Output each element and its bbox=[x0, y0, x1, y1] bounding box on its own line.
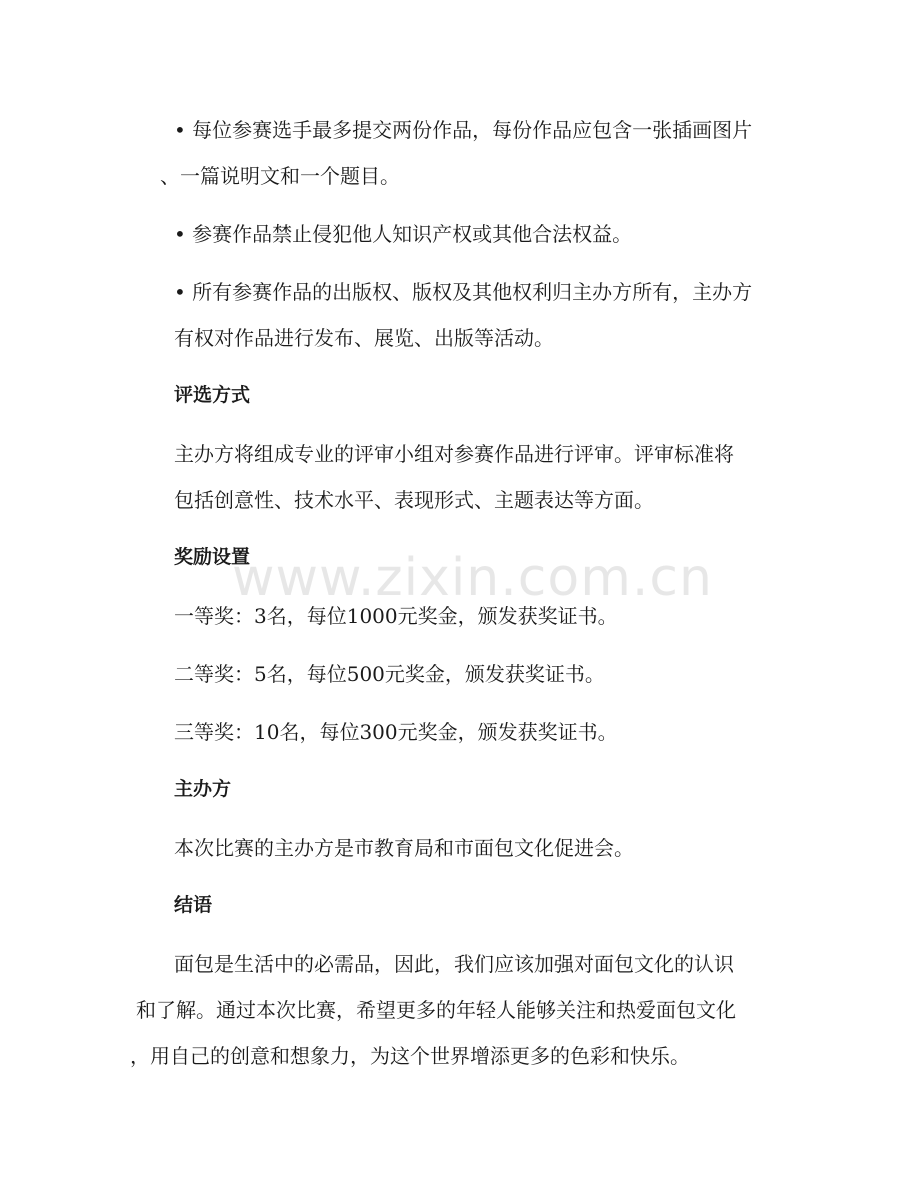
conclusion-line-2: 和了解。通过本次比赛，希望更多的年轻人能够关注和热爱面包文化 bbox=[136, 998, 736, 1022]
awards-heading: 奖励设置 bbox=[174, 546, 251, 568]
organizer-heading: 主办方 bbox=[174, 778, 232, 800]
rule-bullet-1-line-1: • 每位参赛选手最多提交两份作品，每份作品应包含一张插画图片 bbox=[174, 118, 753, 142]
rule-bullet-1-line-2: 、一篇说明文和一个题目。 bbox=[160, 164, 400, 188]
conclusion-heading: 结语 bbox=[174, 894, 213, 916]
rule-bullet-3-line-1: • 所有参赛作品的出版权、版权及其他权利归主办方所有，主办方 bbox=[174, 280, 753, 304]
conclusion-line-1: 面包是生活中的必需品，因此，我们应该加强对面包文化的认识 bbox=[174, 952, 734, 976]
judging-line-2: 包括创意性、技术水平、表现形式、主题表达等方面。 bbox=[174, 488, 654, 512]
judging-heading: 评选方式 bbox=[174, 384, 251, 406]
conclusion-line-3: ，用自己的创意和想象力，为这个世界增添更多的色彩和快乐。 bbox=[130, 1044, 690, 1068]
organizer-text: 本次比赛的主办方是市教育局和市面包文化促进会。 bbox=[174, 836, 634, 860]
watermark: www.zixin.com.cn bbox=[232, 548, 713, 608]
rule-bullet-3-line-2: 有权对作品进行发布、展览、出版等活动。 bbox=[174, 326, 554, 350]
award-third: 三等奖：10名，每位300元奖金，颁发获奖证书。 bbox=[174, 720, 618, 744]
award-first: 一等奖：3名，每位1000元奖金，颁发获奖证书。 bbox=[174, 604, 618, 628]
judging-line-1: 主办方将组成专业的评审小组对参赛作品进行评审。评审标准将 bbox=[174, 442, 734, 466]
rule-bullet-2: • 参赛作品禁止侵犯他人知识产权或其他合法权益。 bbox=[174, 222, 633, 246]
award-second: 二等奖：5名，每位500元奖金，颁发获奖证书。 bbox=[174, 662, 605, 686]
